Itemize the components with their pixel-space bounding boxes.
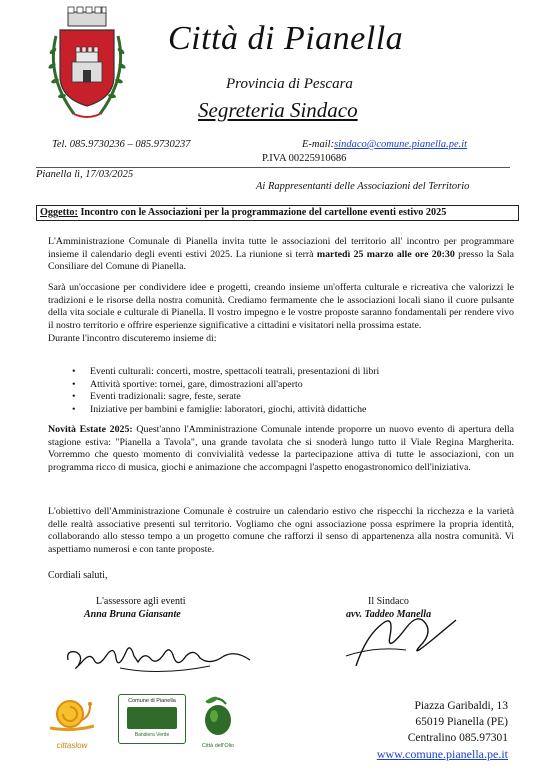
subject-text: Incontro con le Associazioni per la programmazione del cartellone eventi estivo 2025 bbox=[77, 207, 447, 218]
header-divider bbox=[36, 167, 510, 168]
sindaco-name: avv. Taddeo Manella bbox=[346, 609, 432, 620]
paragraph-occasion bbox=[48, 282, 514, 346]
paragraph-novelty bbox=[48, 424, 514, 475]
list-item: • Eventi culturali: concerti, mostre, spettacoli teatrali, presentazioni di libri bbox=[72, 366, 512, 379]
city-title: Città di Pianella bbox=[168, 20, 404, 57]
objective-text: L'obiettivo dell'Amministrazione Comunale è costruire un calendario estivo che rispecchi la ricchezza e la varietà delle realtà associative presenti sul territorio. Vogliamo che ogni associazione possa esprimere la propria identità, collaborando allo stesso tempo a un progetto comune che rafforzi il senso di appartenenza alla nostra comunità. Vi aspettiamo numerosi e con tante proposte. bbox=[48, 506, 514, 556]
postal-code: 65019 Pianella (PE) bbox=[415, 716, 508, 728]
email-line bbox=[302, 139, 467, 150]
closing-greeting: Cordiali saluti, bbox=[48, 570, 108, 581]
email-label: E-mail: bbox=[302, 139, 335, 150]
coat-of-arms-icon bbox=[44, 6, 130, 124]
cittaslow-label: cittaslow bbox=[56, 741, 88, 750]
street-address: Piazza Garibaldi, 13 bbox=[414, 700, 508, 712]
list-item: • Iniziative per bambini e famiglie: laboratori, giochi, attività didattiche bbox=[72, 404, 512, 417]
phone-numbers: Tel. 085.9730236 – 085.9730237 bbox=[52, 139, 191, 150]
cittaslow-logo bbox=[46, 692, 98, 752]
email-link[interactable]: sindaco@comune.pianella.pe.it bbox=[334, 139, 468, 150]
novelty-text: Quest'anno l'Amministrazione Comunale intende proporre un nuovo evento di apertura della stagione estiva: "Pianella a Tavola", una grande tavolata che si snoderà lungo tutto il Viale Regina Margherita. Vorremmo che questo momento di convivialità vedesse la partecipazione attiva di tutte le associazioni, con un programma ricco di musica, giochi e animazione che accompagni l'aspetto enogastronomico dell'iniziativa. bbox=[48, 424, 514, 474]
invitation-text-a: L'Amministrazione Comunale di Pianella invita tutte le associazioni del territorio all' incontro per programmare insieme il calendario degli eventi estivi 2025. La riunione si terrà bbox=[48, 236, 514, 260]
olive-icon bbox=[196, 692, 240, 738]
occasion-text: Sarà un'occasione per condividere idee e progetti, creando insieme un'offerta culturale e ricreativa che valorizzi le tradizioni e le risorse della nostra comunità. Crediamo fermamente che le associazioni locali siano il cuore pulsante della vita sociale e culturale di Pianella. Il vostro impegno e le vostre proposte saranno fondamentali per rendere vivo il nostro territorio e offrire esperienze significative a cittadini e visitatori nella prossima estate. bbox=[48, 282, 514, 332]
olio-label: Città dell'Olio bbox=[201, 743, 235, 749]
paragraph-invitation bbox=[48, 236, 514, 274]
list-item: • Attività sportive: tornei, gare, dimostrazioni all'aperto bbox=[72, 379, 512, 392]
subject-label: Oggetto: bbox=[40, 207, 78, 218]
assessore-name: Anna Bruna Giansante bbox=[84, 609, 181, 620]
office-label: Segreteria Sindaco bbox=[198, 98, 358, 122]
assessore-signature bbox=[60, 622, 260, 682]
vat-number: P.IVA 00225910686 bbox=[262, 153, 347, 164]
letter-recipient: Ai Rappresentanti delle Associazioni del Territorio bbox=[256, 181, 470, 192]
letter-subject bbox=[36, 205, 519, 221]
agenda-list bbox=[72, 366, 512, 416]
logo-bandiera-label: Bandiera Verde bbox=[134, 732, 170, 738]
letter-date: Pianella lì, 17/03/2025 bbox=[36, 169, 134, 180]
paragraph-objective bbox=[48, 506, 514, 557]
sindaco-signature bbox=[336, 606, 466, 676]
website-link[interactable]: www.comune.pianella.pe.it bbox=[376, 747, 508, 761]
switchboard-phone: Centralino 085.97301 bbox=[407, 732, 508, 744]
sindaco-role: Il Sindaco bbox=[368, 596, 409, 607]
meeting-datetime: martedì 25 marzo alle ore 20:30 bbox=[316, 248, 455, 260]
snail-icon bbox=[46, 692, 98, 736]
list-item: • Eventi tradizionali: sagre, feste, serate bbox=[72, 391, 512, 404]
invitation-text-c: presso la Sala Consiliare del Comune di Pianella. bbox=[48, 248, 514, 273]
green-flag-icon bbox=[127, 707, 177, 729]
agenda-intro: Durante l'incontro discuteremo insieme di: bbox=[48, 332, 217, 344]
footer-address bbox=[377, 698, 508, 762]
novelty-label: Novità Estate 2025: bbox=[48, 424, 133, 435]
citta-olio-logo bbox=[196, 692, 240, 750]
bandiera-verde-logo bbox=[118, 694, 186, 744]
logo-comune-label: Comune di Pianella bbox=[128, 698, 176, 704]
province-label: Provincia di Pescara bbox=[226, 76, 353, 92]
assessore-role: L'assessore agli eventi bbox=[96, 596, 186, 607]
